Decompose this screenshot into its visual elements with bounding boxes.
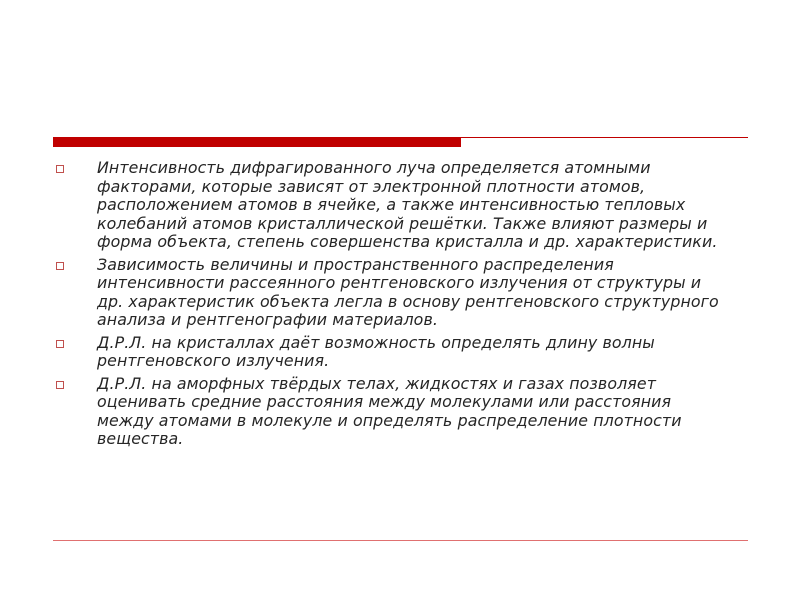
square-bullet-icon — [56, 381, 64, 389]
bullet-text: Д.Р.Л. на аморфных твёрдых телах, жидкостях и газах позволяет оценивать средние расстояния между молекулами или расстояния между атомами в молекуле и определять распределение плотности вещества. — [97, 373, 682, 448]
footer-divider-line — [53, 540, 748, 541]
bullet-text: Интенсивность дифрагированного луча определяется атомными факторами, которые зависят от электронной плотности атомов, расположением атомов в ячейке, а также интенсивностью тепловых колебаний атомов кристаллической решётки. Также влияют размеры и форма объекта, степень совершенства кристалла и др. характеристики. — [97, 158, 718, 251]
list-item — [55, 375, 725, 449]
square-bullet-icon — [56, 340, 64, 348]
list-item — [55, 334, 725, 371]
bullet-text: Д.Р.Л. на кристаллах даёт возможность определять длину волны рентгеновского излучения. — [97, 332, 655, 370]
list-item — [55, 256, 725, 330]
list-item — [55, 159, 725, 252]
title-divider-line — [461, 137, 748, 138]
title-accent-bar — [53, 137, 461, 147]
bullet-text: Зависимость величины и пространственного распределения интенсивности рассеянного рентгеновского излучения от структуры и др. характеристик объекта легла в основу рентгеновского структурного анализа и рентгенографии материалов. — [97, 254, 719, 329]
square-bullet-icon — [56, 262, 64, 270]
square-bullet-icon — [56, 165, 64, 173]
bullet-list — [55, 159, 725, 453]
